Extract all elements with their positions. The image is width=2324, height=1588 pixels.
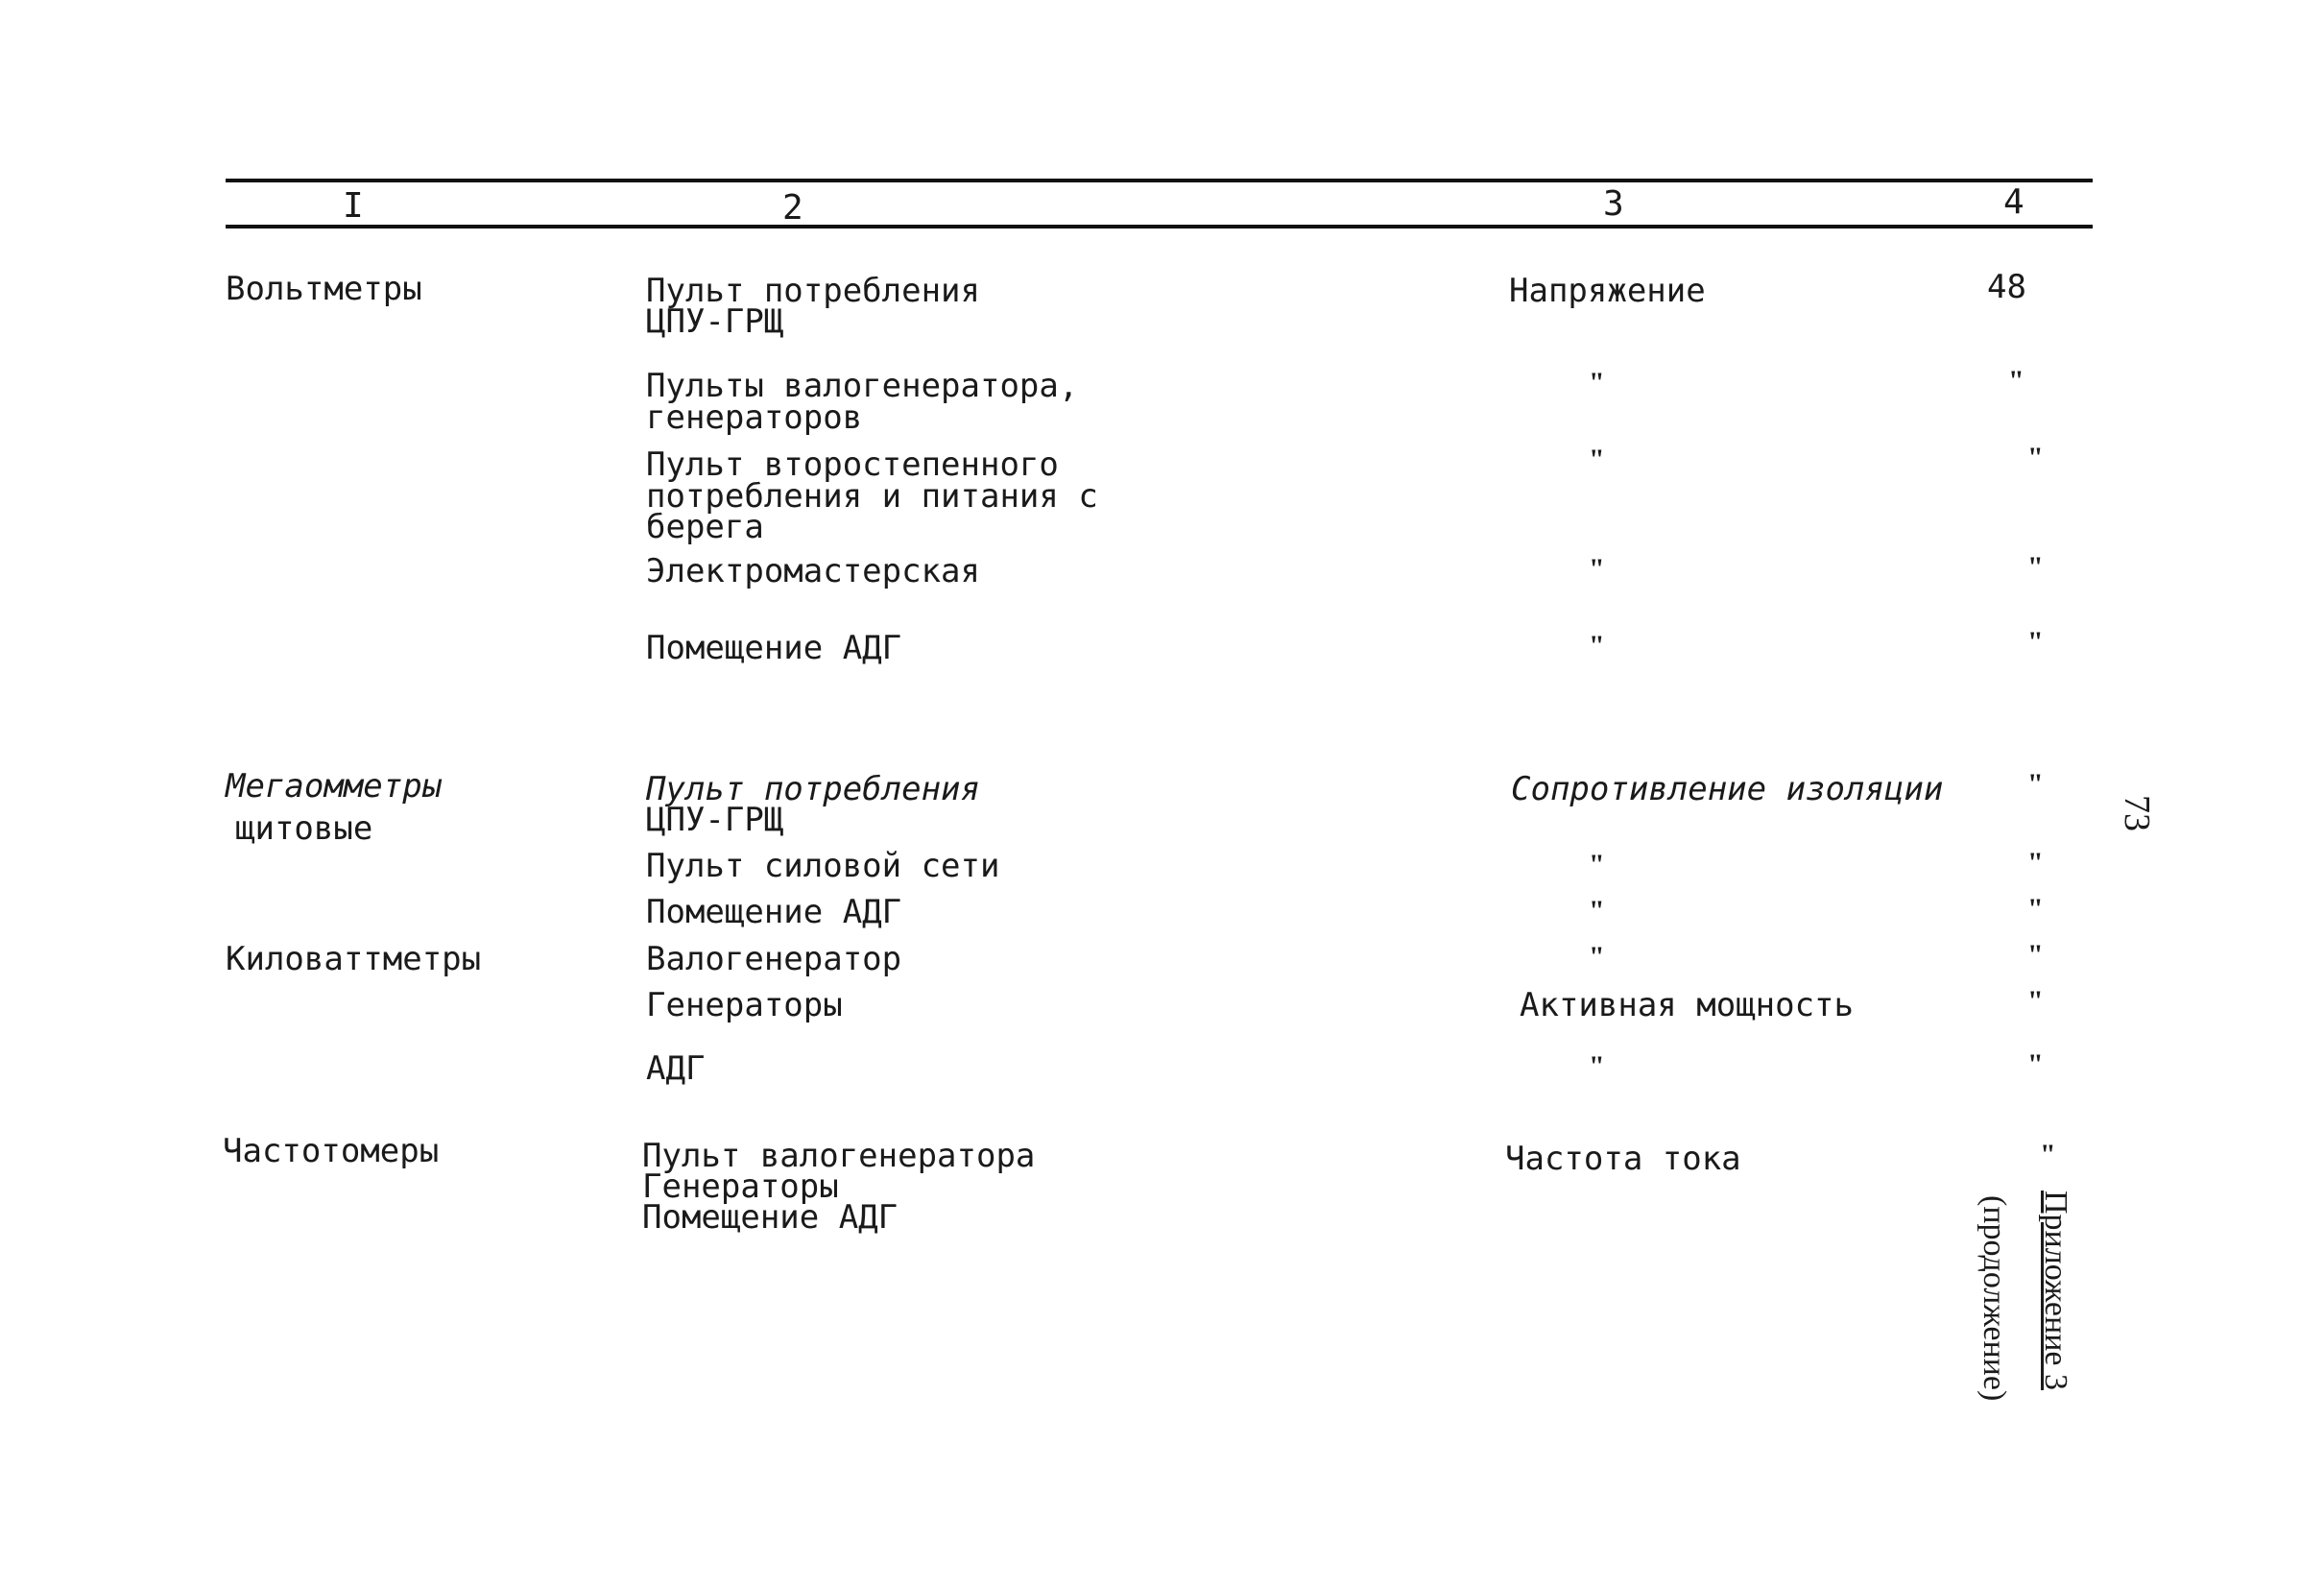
- appendix-subtitle: (продолжение): [1977, 1195, 2012, 1402]
- ditto-mark: ": [2027, 847, 2044, 878]
- device-megaohmmeters: Мегаомметры: [226, 767, 443, 806]
- location-text: Помещение АДГ: [646, 629, 902, 667]
- ditto-mark: ": [2027, 939, 2044, 971]
- location-text: берега: [646, 508, 764, 546]
- location-text: Генераторы: [646, 986, 843, 1024]
- location-text: генераторов: [646, 398, 863, 437]
- location-text: Генераторы: [642, 1167, 839, 1206]
- header-col2: 2: [782, 188, 803, 228]
- header-col4: 4: [2003, 182, 2025, 222]
- ditto-mark: ": [2040, 1139, 2056, 1170]
- ditto-mark: ": [1589, 895, 1605, 926]
- parameter-text: Активная мощность: [1520, 986, 1854, 1024]
- header-col1: I: [343, 186, 364, 226]
- ditto-mark: ": [1589, 941, 1605, 973]
- count-value: 48: [1987, 268, 2026, 306]
- ditto-mark: ": [1589, 553, 1605, 585]
- ditto-mark: ": [1589, 444, 1605, 475]
- location-text: потребления и питания с: [646, 477, 1098, 516]
- ditto-mark: ": [1589, 367, 1605, 398]
- location-text: Пульт потребления: [646, 770, 980, 808]
- device-frequency-meters: Частотомеры: [223, 1132, 440, 1170]
- location-text: АДГ: [646, 1049, 706, 1088]
- device-megaohmmeters-sub: щитовые: [235, 809, 373, 848]
- location-text: Пульт валогенератора: [642, 1137, 1036, 1175]
- device-voltmeters: Вольтметры: [226, 270, 422, 308]
- ditto-mark: ": [2027, 442, 2044, 473]
- location-text: ЦПУ-ГРЩ: [646, 801, 784, 839]
- location-text: Помещение АДГ: [646, 893, 902, 931]
- parameter-text: Напряжение: [1509, 272, 1706, 310]
- header-col3: 3: [1603, 184, 1624, 224]
- ditto-mark: ": [1589, 1050, 1605, 1082]
- location-text: Пульты валогенератора,: [646, 367, 1079, 405]
- ditto-mark: ": [2027, 551, 2044, 583]
- parameter-text: Частота тока: [1505, 1140, 1741, 1178]
- parameter-text: Сопротивление изоляции: [1511, 770, 1944, 808]
- ditto-mark: ": [2008, 365, 2025, 397]
- ditto-mark: ": [2027, 893, 2044, 925]
- ditto-mark: ": [2027, 1048, 2044, 1080]
- device-kilowattmeters: Киловаттметры: [226, 940, 482, 978]
- location-text: Пульт потребления: [646, 272, 980, 310]
- ditto-mark: ": [2027, 626, 2044, 658]
- location-text: Помещение АДГ: [642, 1198, 898, 1237]
- location-text: Валогенератор: [646, 940, 902, 978]
- ditto-mark: ": [2027, 768, 2044, 800]
- ditto-mark: ": [1589, 630, 1605, 662]
- location-text: Пульт второстепенного: [646, 445, 1059, 484]
- ditto-mark: ": [2027, 985, 2044, 1017]
- ditto-mark: ": [1589, 849, 1605, 880]
- location-text: Электромастерская: [646, 552, 980, 590]
- table-top-rule: [226, 179, 2093, 182]
- location-text: ЦПУ-ГРЩ: [646, 302, 784, 341]
- location-text: Пульт силовой сети: [646, 847, 1000, 885]
- table-header-rule: [226, 225, 2093, 229]
- appendix-title: Приложение 3: [2038, 1191, 2073, 1390]
- page-number: 73: [2117, 795, 2157, 831]
